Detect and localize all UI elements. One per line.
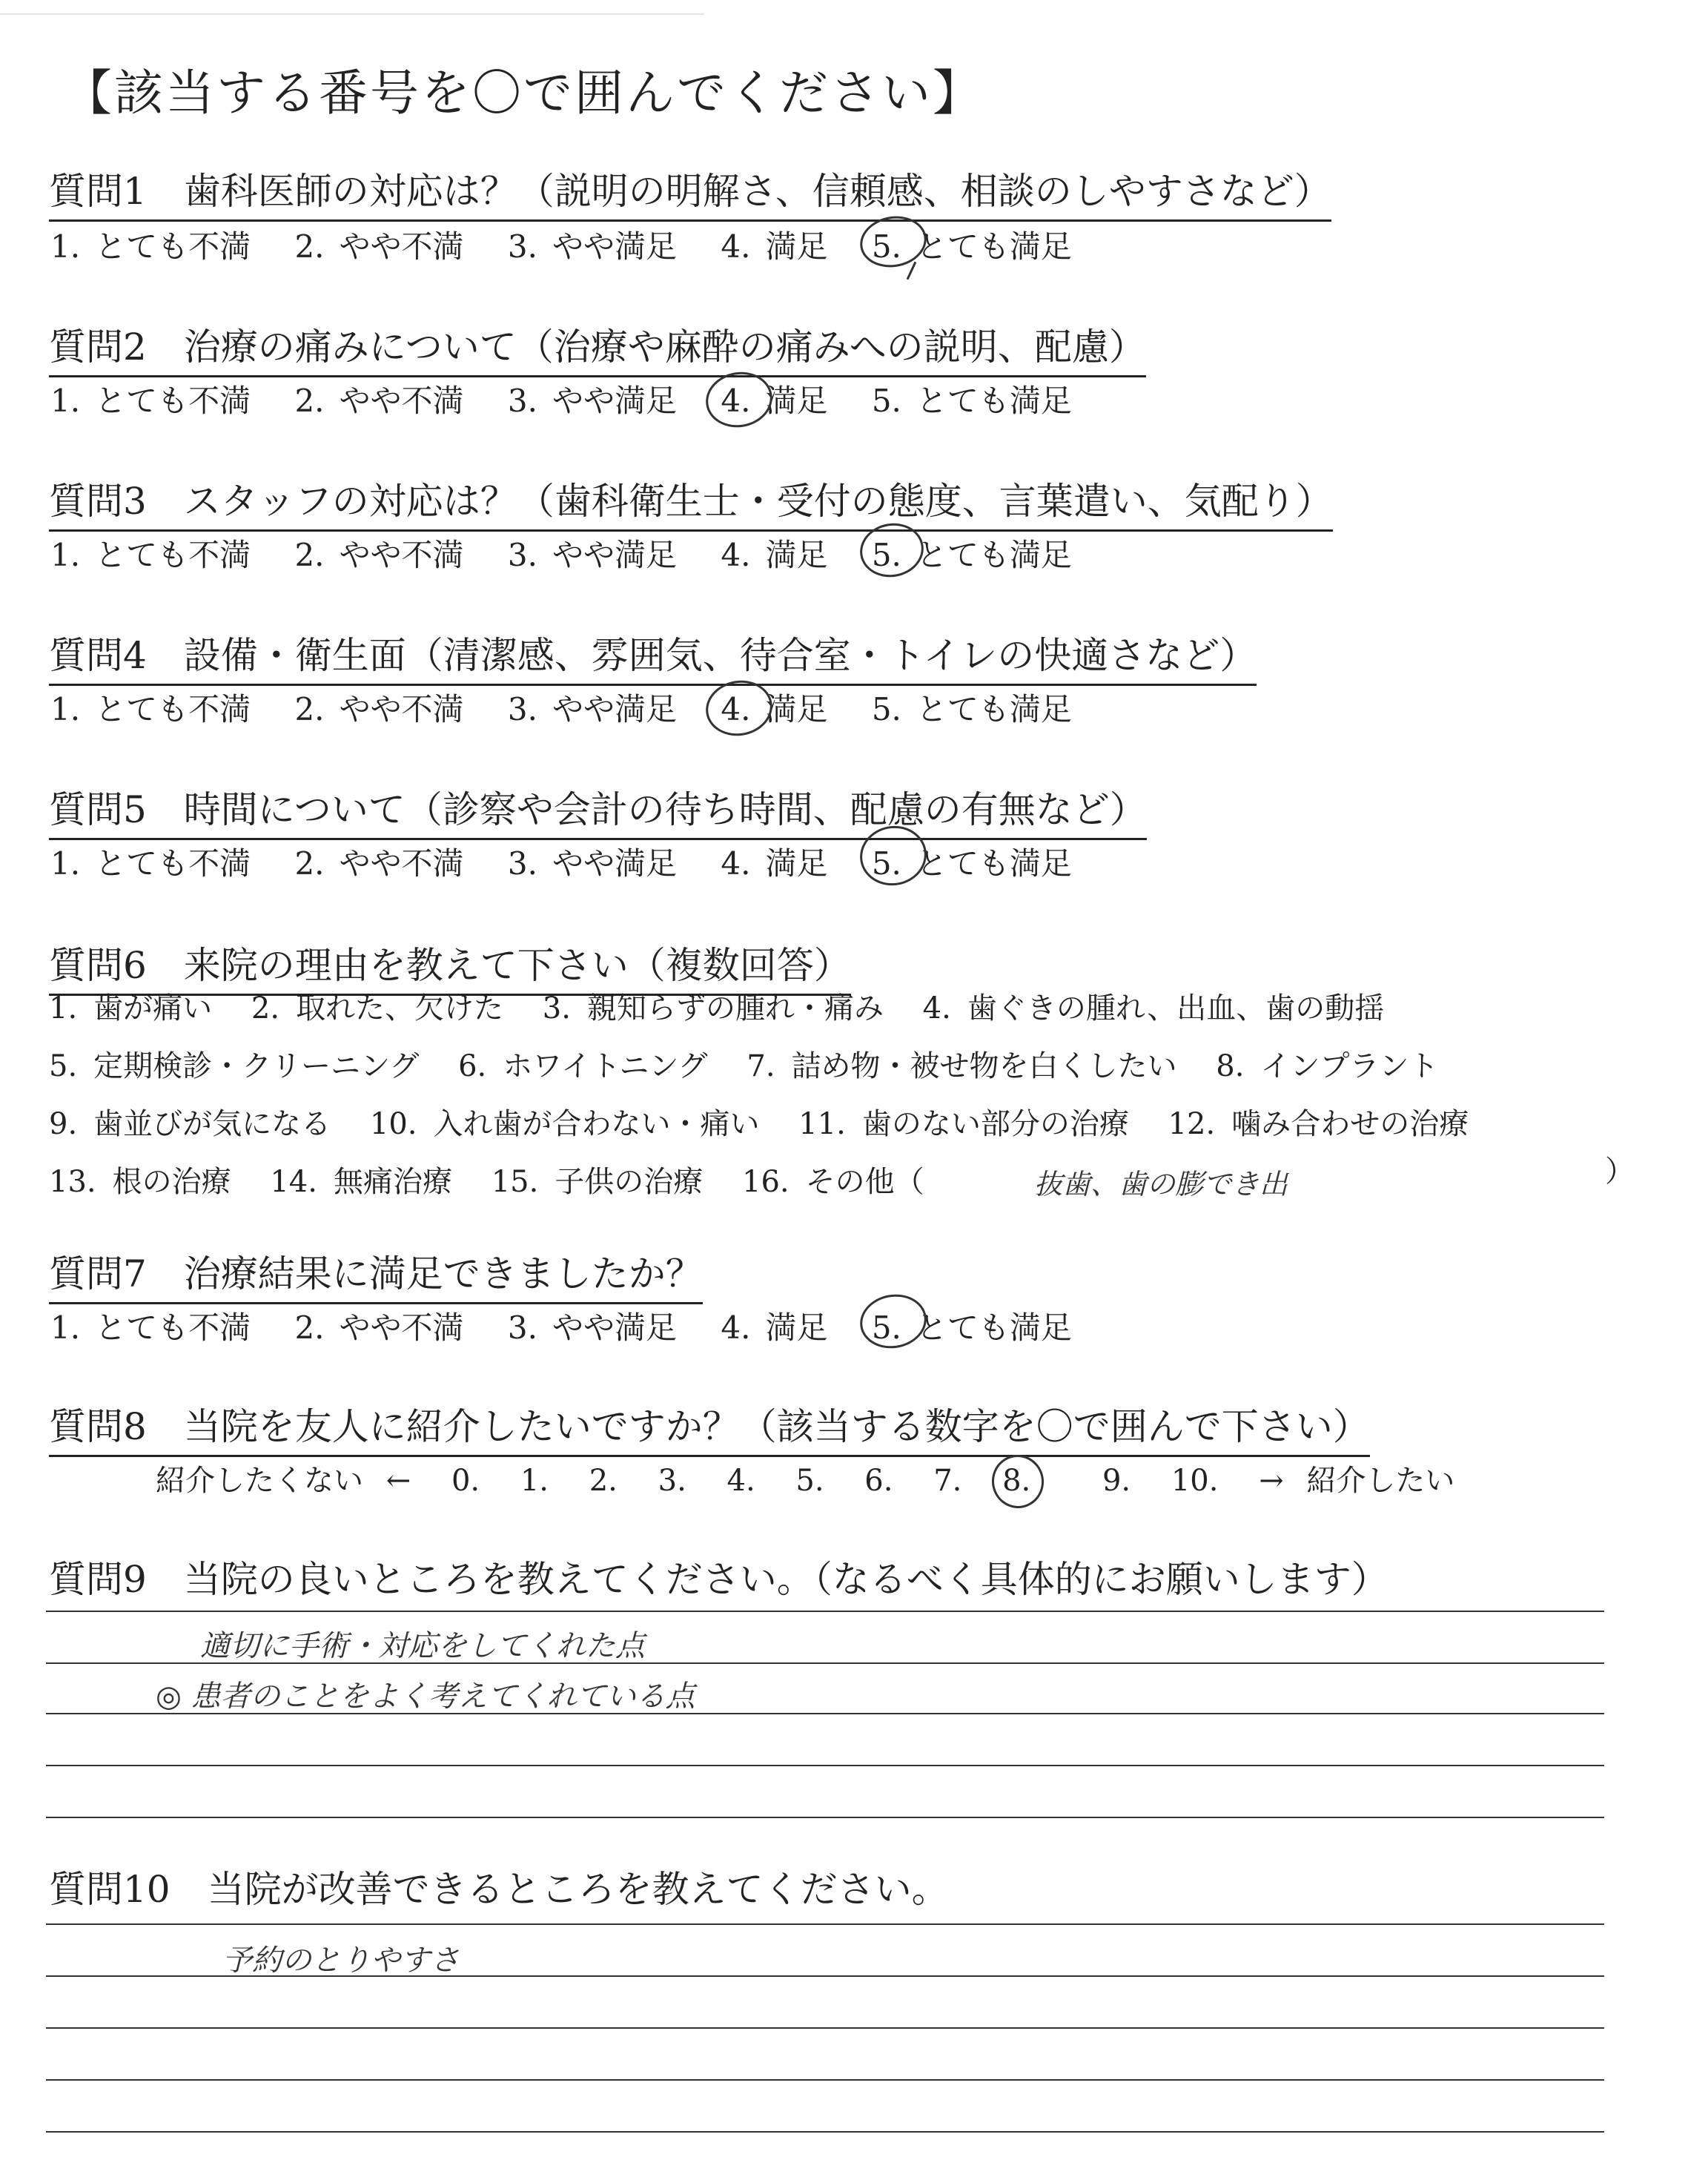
question-4-options [50,685,1106,730]
q3-option-1[interactable]: 1. とても不満 [50,537,251,573]
q8-right-label: 紹介したい [1306,1464,1455,1498]
q5-option-1[interactable]: 1. とても不満 [50,845,251,882]
q8-option-1[interactable]: 1. [520,1464,549,1498]
q6-option-13[interactable]: 13. 根の治療 [49,1165,231,1199]
q4-option-3[interactable]: 3. やや満足 [507,691,677,727]
q9-answer-line-5 [46,1817,1604,1818]
q9-handwritten-answer-2[interactable]: ◎ 患者のことをよく考えてくれている点 [156,1680,695,1714]
question-5-heading: 質問5 時間について（診察や会計の待ち時間、配慮の有無など） [49,780,1147,840]
q9-answer-line-1 [46,1611,1604,1612]
q2-option-5[interactable]: 5. とても満足 [871,383,1072,419]
q3-option-4[interactable]: 4. 満足 [721,537,828,573]
q6-options-row-3 [49,1102,1498,1160]
q7-option-5[interactable]: 5. とても満足 [872,1304,1072,1348]
q2-option-1[interactable]: 1. とても不満 [50,383,251,419]
q1-option-3[interactable]: 3. やや満足 [507,228,677,265]
q6-option-1[interactable]: 1. 歯が痛い [49,991,213,1025]
q1-option-5[interactable]: 5. とても満足 [872,222,1072,267]
q4-selection-circle [702,676,777,742]
q5-option-2[interactable]: 2. やや不満 [294,845,464,882]
form-instruction-title: 【該当する番号を〇で囲んでください】 [63,65,984,122]
q6-options-row-1 [49,986,1498,1044]
q8-option-3[interactable]: 3. [658,1464,686,1498]
q8-option-8[interactable]: 8. [1002,1464,1031,1498]
q4-option-1[interactable]: 1. とても不満 [50,691,251,727]
question-7-heading: 質問7 治療結果に満足できましたか？ [49,1244,703,1304]
q10-answer-line-3 [46,2027,1604,2029]
q10-answer-line-1 [46,1923,1604,1925]
top-border-line [0,13,704,15]
q6-other-close-paren: ） [1605,1155,1635,1189]
q10-handwritten-answer-1[interactable]: 予約のとりやすさ [222,1943,460,1978]
q6-option-3[interactable]: 3. 親知らずの腫れ・痛み [542,991,884,1025]
q7-option-1[interactable]: 1. とても不満 [50,1309,251,1346]
q5-option-5[interactable]: 5. とても満足 [872,839,1072,884]
q6-option-16[interactable]: 16. その他（ [742,1165,924,1199]
q6-option-8[interactable]: 8. インプラント [1216,1049,1439,1083]
q10-answer-line-5 [46,2131,1604,2133]
q8-option-5[interactable]: 5. [795,1464,824,1498]
question-10-heading: 質問10 当院が改善できるところを教えてください。 [49,1868,949,1911]
question-8-scale [156,1457,1486,1499]
q7-option-2[interactable]: 2. やや不満 [294,1309,464,1346]
q8-option-0[interactable]: 0. [451,1464,480,1498]
q6-option-15[interactable]: 15. 子供の治療 [491,1165,704,1199]
q5-option-3[interactable]: 3. やや満足 [507,845,677,882]
q2-option-4[interactable]: 4. 満足 [721,377,827,421]
q1-circle-tail [906,262,916,280]
q2-option-3[interactable]: 3. やや満足 [507,383,677,419]
question-2-heading: 質問2 治療の痛みについて（治療や麻酔の痛みへの説明、配慮） [49,317,1146,377]
q8-option-4[interactable]: 4. [726,1464,755,1498]
q6-option-11[interactable]: 11. 歯のない部分の治療 [798,1107,1129,1141]
q8-right-arrow: → [1259,1464,1284,1498]
q3-option-3[interactable]: 3. やや満足 [507,537,677,573]
q6-option-6[interactable]: 6. ホワイトニング [458,1049,708,1083]
question-9-heading: 質問9 当院の良いところを教えてください。（なるべく具体的にお願いします） [49,1558,1388,1601]
question-6-heading: 質問6 来院の理由を教えて下さい（複数回答） [49,936,851,996]
q1-option-2[interactable]: 2. やや不満 [294,228,464,265]
q4-option-2[interactable]: 2. やや不満 [294,691,464,727]
q8-option-7[interactable]: 7. [933,1464,962,1498]
q6-option-5[interactable]: 5. 定期検診・クリーニング [49,1049,420,1083]
q6-options-row-2 [49,1044,1498,1102]
question-3-options [50,531,1106,575]
q3-option-2[interactable]: 2. やや不満 [294,537,464,573]
q7-option-4[interactable]: 4. 満足 [721,1309,828,1346]
question-1-options [50,222,1106,267]
q6-option-12[interactable]: 12. 噛み合わせの治療 [1168,1107,1469,1141]
question-4-heading: 質問4 設備・衛生面（清潔感、雰囲気、待合室・トイレの快適さなど） [49,626,1257,686]
q8-left-label: 紹介したくない [156,1464,363,1498]
q8-option-9[interactable]: 9. [1102,1464,1131,1498]
q6-option-4[interactable]: 4. 歯ぐきの腫れ、出血、歯の動揺 [922,991,1385,1025]
q10-answer-line-4 [46,2079,1604,2081]
q1-option-1[interactable]: 1. とても不満 [50,228,251,265]
q8-selection-circle [987,1450,1047,1512]
q5-option-4[interactable]: 4. 満足 [721,845,828,882]
q6-option-10[interactable]: 10. 入れ歯が合わない・痛い [369,1107,760,1141]
q6-option-9[interactable]: 9. 歯並びが気になる [49,1107,331,1141]
question-5-options [50,839,1106,884]
q1-option-4[interactable]: 4. 満足 [721,228,828,265]
q9-handwritten-answer-1[interactable]: 適切に手術・対応をしてくれた点 [200,1629,645,1663]
q4-option-5[interactable]: 5. とても満足 [871,691,1072,727]
q8-option-6[interactable]: 6. [864,1464,893,1498]
q3-option-5[interactable]: 5. とても満足 [872,531,1072,575]
question-3-heading: 質問3 スタッフの対応は？（歯科衛生士・受付の態度、言葉遣い、気配り） [49,472,1333,532]
q6-option-14[interactable]: 14. 無痛治療 [270,1165,452,1199]
q2-selection-circle [702,367,777,433]
question-1-heading: 質問1 歯科医師の対応は？（説明の明解さ、信頼感、相談のしやすさなど） [49,162,1331,222]
q6-option-7[interactable]: 7. 詰め物・被せ物を白くしたい [747,1049,1177,1083]
q8-option-8-wrap[interactable] [1002,1464,1062,1498]
q8-left-arrow: ← [385,1464,411,1498]
q6-other-handwritten-answer[interactable]: 抜歯、歯の膨でき出 [1034,1168,1288,1200]
q4-option-4[interactable]: 4. 満足 [721,685,827,730]
question-7-options [50,1304,1106,1348]
q6-option-2[interactable]: 2. 取れた、欠けた [251,991,504,1025]
question-8-heading: 質問8 当院を友人に紹介したいですか？（該当する数字を〇で囲んで下さい） [49,1397,1370,1457]
q2-option-2[interactable]: 2. やや不満 [294,383,464,419]
question-2-options [50,377,1106,421]
q8-option-10[interactable]: 10. [1171,1464,1219,1498]
q7-option-3[interactable]: 3. やや満足 [507,1309,677,1346]
q8-option-2[interactable]: 2. [589,1464,618,1498]
q9-answer-line-4 [46,1765,1604,1766]
